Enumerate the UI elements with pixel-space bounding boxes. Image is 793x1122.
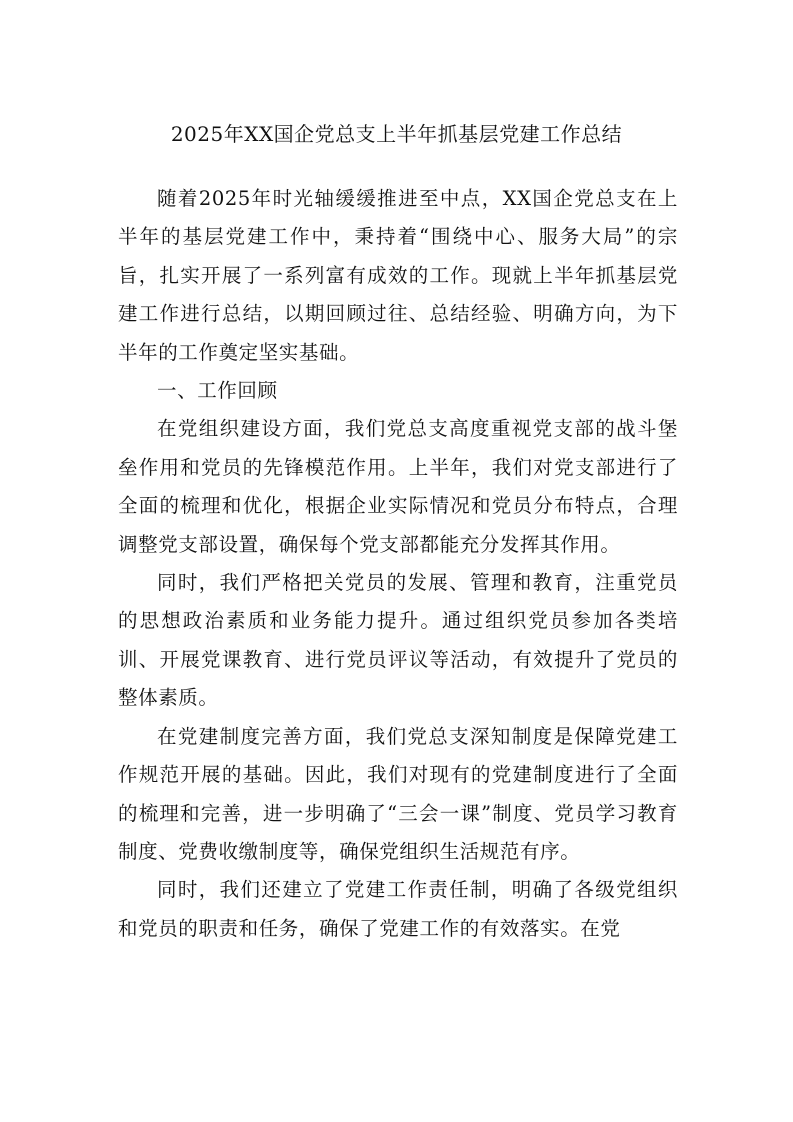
paragraph-system-improvement: 在党建制度完善方面，我们党总支深知制度是保障党建工作规范开展的基础。因此，我们对现有的党建制度进行了全面的梳理和完善，进一步明确了“三会一课”制度、党员学习教育制度、党费收缴制度等，确保党组织生活规范有序。 bbox=[118, 724, 678, 863]
intro-paragraph: 随着2025年时光轴缓缓推进至中点，XX国企党总支在上半年的基层党建工作中，秉持着“围绕中心、服务大局”的宗旨，扎实开展了一系列富有成效的工作。现就上半年抓基层党建工作进行总结，以期回顾过往、总结经验、明确方向，为下半年的工作奠定坚实基础。 bbox=[118, 187, 678, 364]
paragraph-member-management: 同时，我们严格把关党员的发展、管理和教育，注重党员的思想政治素质和业务能力提升。通过组织党员参加各类培训、开展党课教育、进行党员评议等活动，有效提升了党员的整体素质。 bbox=[118, 571, 678, 710]
paragraph-party-organization: 在党组织建设方面，我们党总支高度重视党支部的战斗堡垒作用和党员的先锋模范作用。上半年，我们对党支部进行了全面的梳理和优化，根据企业实际情况和党员分布特点，合理调整党支部设置，确保每个党支部都能充分发挥其作用。 bbox=[118, 417, 678, 556]
paragraph-responsibility-system: 同时，我们还建立了党建工作责任制，明确了各级党组织和党员的职责和任务，确保了党建工作的有效落实。在党 bbox=[118, 878, 678, 940]
document-body bbox=[118, 180, 678, 948]
section-heading-work-review: 一、工作回顾 bbox=[157, 379, 278, 403]
document-title: 2025年XX国企党总支上半年抓基层党建工作总结 bbox=[170, 122, 623, 146]
